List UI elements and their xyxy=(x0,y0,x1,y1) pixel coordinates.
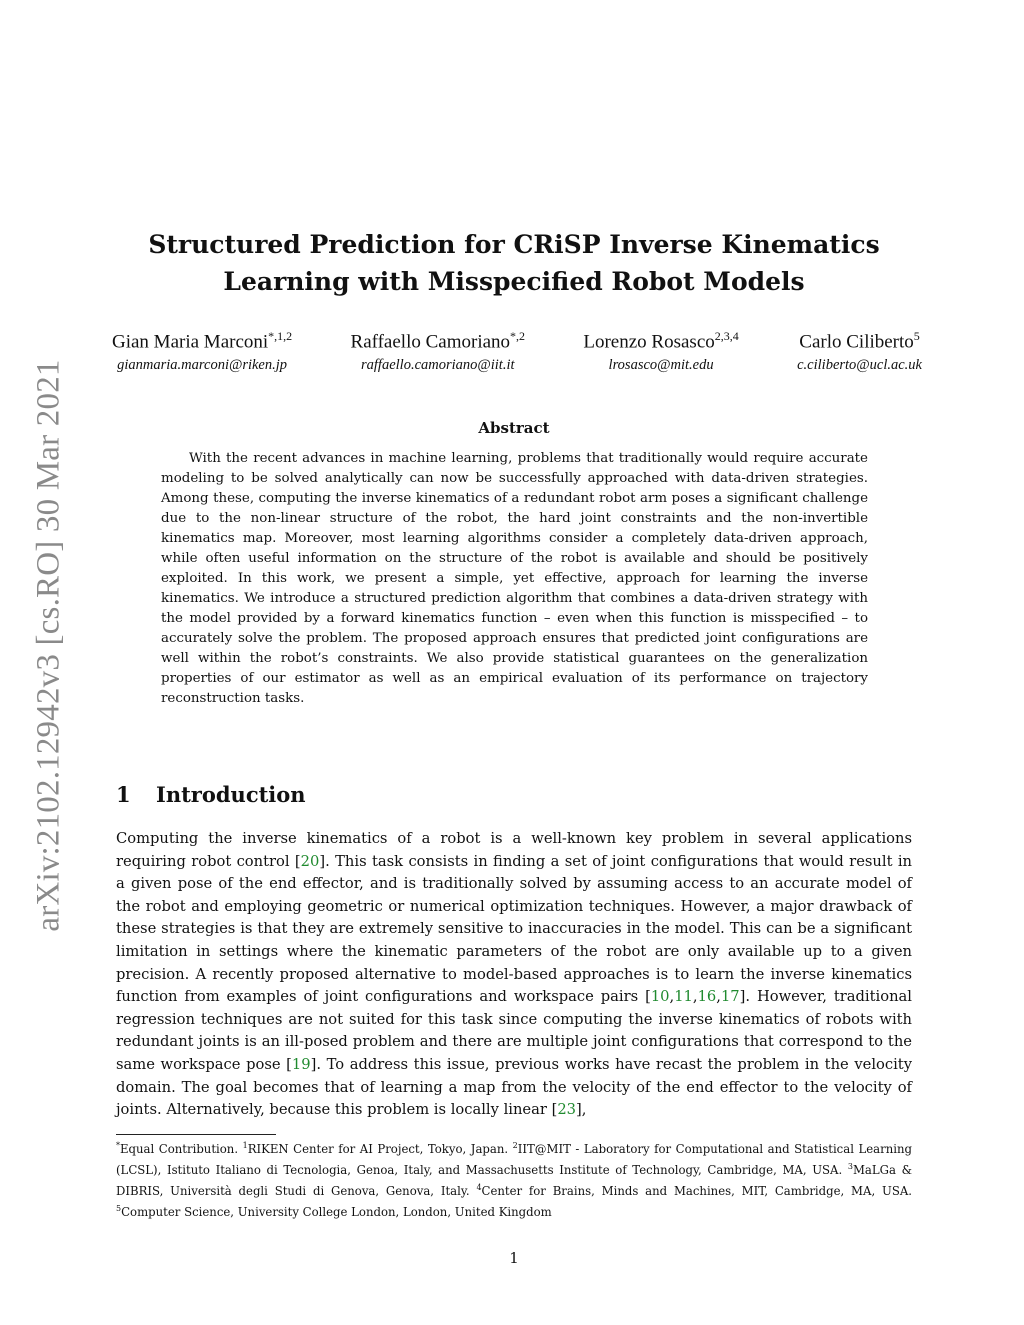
footnote: *Equal Contribution. $^1$RIKEN Center for AI Project, Tokyo, Japan. $^2$IIT@MIT - Laboratory for Computational and Statistical Learning (LCSL), Istituto Italiano di Tecnologia, Genoa, Italy, and Massachusetts Institute of Technology, Cambridge, MA, USA. $^3$MaLGa & DIBRIS, Università degli Studi di Genova, Genova, Italy. $^4$Center for Brains, Minds and Machines, MIT, Cambridge, MA, USA. $^5$Computer Science, University College London, London, United Kingdom xyxy=(116,1141,912,1219)
author-email[interactable]: raffaello.camoriano@iit.it xyxy=(361,357,515,374)
footnote-divider xyxy=(116,1134,276,1135)
author-block xyxy=(351,322,526,374)
arxiv-sidebar xyxy=(28,350,70,940)
abstract-heading: Abstract xyxy=(478,419,550,437)
arxiv-identifier: arXiv:2102.12942v3 [cs.RO] 30 Mar 2021 xyxy=(30,358,67,932)
abstract-text: With the recent advances in machine learning, problems that traditionally would require accurate modeling to be solved analytically can now be successfully approached with data-driven strategies. Among these, computing the inverse kinematics of a redundant robot arm poses a significant challenge due to the non-linear structure of the robot, the hard joint constraints and the non-invertible kinematics map. Moreover, most learning algorithms consider a completely data-driven approach, while often useful information on the structure of the robot is available and should be positively exploited. In this work, we present a simple, yet effective, approach for learning the inverse kinematics. We introduce a structured prediction algorithm that combines a data-driven strategy with the model provided by a forward kinematics function – even when this function is misspecified – to accurately solve the problem. The proposed approach ensures that predicted joint configurations are well within the robot’s constraints. We also provide statistical guarantees on the generalization properties of our estimator as well as an empirical evaluation of its performance on trajectory reconstruction tasks. xyxy=(161,451,868,706)
author-name: Carlo Ciliberto$^5$ xyxy=(799,329,920,353)
author-list xyxy=(112,322,922,374)
author-affiliation: *,1,2 xyxy=(268,329,293,343)
intro-paragraph: Computing the inverse kinematics of a robot is a well-known key problem in several applications requiring robot control [20]. This task consists in finding a set of joint configurations that would result in a given pose of the end effector, and is traditionally solved by assuming access to an accurate model of the robot and employing geometric or numerical optimization techniques. However, a major drawback of these strategies is that they are extremely sensitive to inaccuracies in the model. This can be a significant limitation in settings where the kinematic parameters of the robot are only available up to a given precision. A recently proposed alternative to model-based approaches is to learn the inverse kinematics function from examples of joint configurations and workspace pairs [10,11,16,17]. However, traditional regression techniques are not suited for this task since computing the inverse kinematics of robots with redundant joints is an ill-posed problem and there are multiple joint configurations that correspond to the same workspace pose [19]. To address this issue, previous works have recast the problem in the velocity domain. The goal becomes that of learning a map from the velocity of the end effector to the velocity of joints. Alternatively, because this problem is locally linear [23], xyxy=(116,830,912,1119)
section-heading xyxy=(116,780,306,810)
author-affiliation: *,2 xyxy=(510,329,526,343)
author-email[interactable]: lrosasco@mit.edu xyxy=(608,357,714,374)
citation-link[interactable]: 10 xyxy=(650,988,670,1006)
title-line-1: Structured Prediction for CRiSP Inverse Kinematics xyxy=(148,230,880,259)
author-affiliation: 5 xyxy=(913,329,920,343)
author-block xyxy=(583,322,738,374)
author-name: Raffaello Camoriano$^{*,2}$ xyxy=(350,329,526,353)
citation-link[interactable]: 20 xyxy=(300,852,320,870)
title-line-2: Learning with Misspecified Robot Models xyxy=(223,267,805,296)
author-email[interactable]: c.ciliberto@ucl.ac.uk xyxy=(797,357,922,374)
author-affiliation: 2,3,4 xyxy=(714,329,739,343)
author-block xyxy=(112,322,292,374)
citation-link[interactable]: 11 xyxy=(674,988,693,1006)
section-title: Introduction xyxy=(156,782,306,807)
author-name: Lorenzo Rosasco$^{2,3,4}$ xyxy=(583,329,739,353)
author-email[interactable]: gianmaria.marconi@riken.jp xyxy=(117,357,288,374)
citation-link[interactable]: 16 xyxy=(697,988,717,1006)
citation-link[interactable]: 17 xyxy=(720,988,740,1006)
citation-link[interactable]: 23 xyxy=(557,1101,577,1119)
page-number: 1 xyxy=(509,1249,519,1267)
author-name: Gian Maria Marconi$^{*,1,2}$ xyxy=(112,329,293,353)
author-block xyxy=(797,322,922,374)
citation-link[interactable]: 19 xyxy=(291,1055,311,1073)
section-number: 1 xyxy=(116,782,131,807)
paper-title xyxy=(100,226,928,300)
